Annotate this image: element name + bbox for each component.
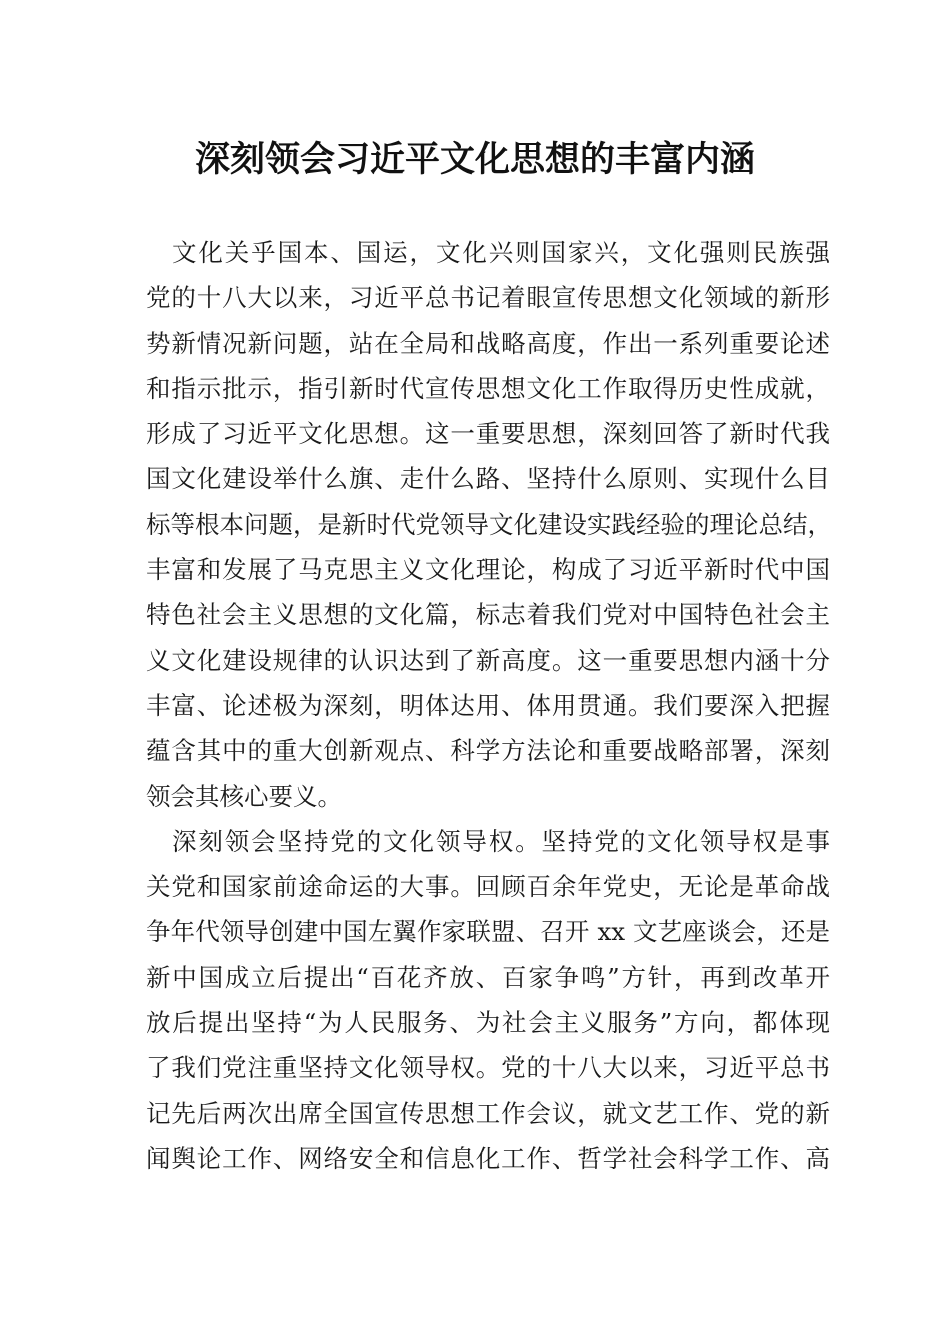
text-line: 闻舆论工作、网络安全和信息化工作、哲学社会科学工作、高: [146, 1143, 830, 1173]
document-body: [146, 230, 830, 1181]
text-line: 了我们党注重坚持文化领导权。党的十八大以来，习近平总书: [146, 1053, 830, 1083]
text-line: 记先后两次出席全国宣传思想工作会议，就文艺工作、党的新: [146, 1098, 830, 1128]
text-line: 文化关乎国本、国运，文化兴则国家兴，文化强则民族强: [172, 238, 830, 267]
text-line: 领会其核心要义。: [146, 781, 342, 811]
text-line: 特色社会主义思想的文化篇，标志着我们党对中国特色社会主: [146, 600, 830, 630]
text-line: 义文化建设规律的认识达到了新高度。这一重要思想内涵十分: [146, 645, 830, 675]
text-line: 丰富、论述极为深刻，明体达用、体用贯通。我们要深入把握: [146, 690, 830, 720]
text-line: 标等根本问题，是新时代党领导文化建设实践经验的理论总结，: [146, 509, 832, 539]
text-line: 形成了习近平文化思想。这一重要思想，深刻回答了新时代我: [146, 419, 830, 449]
text-line: 关党和国家前途命运的大事。回顾百余年党史，无论是革命战: [146, 872, 830, 902]
paragraph-1: [146, 230, 830, 819]
text-line: 势新情况新问题，站在全局和战略高度，作出一系列重要论述: [146, 328, 830, 358]
text-line: 放后提出坚持“为人民服务、为社会主义服务”方向，都体现: [146, 1008, 830, 1038]
text-line: 新中国成立后提出“百花齐放、百家争鸣”方针，再到改革开: [146, 962, 830, 992]
page-title: 深刻领会习近平文化思想的丰富内涵: [194, 139, 755, 180]
text-line: 争年代领导创建中国左翼作家联盟、召开 xx 文艺座谈会，还是: [146, 917, 830, 947]
paragraph-2: [146, 819, 830, 1181]
text-line: 丰富和发展了马克思主义文化理论，构成了习近平新时代中国: [146, 555, 830, 585]
text-line: 国文化建设举什么旗、走什么路、坚持什么原则、实现什么目: [146, 464, 830, 494]
text-line: 党的十八大以来，习近平总书记着眼宣传思想文化领域的新形: [146, 283, 830, 313]
text-line: 蕴含其中的重大创新观点、科学方法论和重要战略部署，深刻: [146, 736, 830, 766]
text-line: 深刻领会坚持党的文化领导权。坚持党的文化领导权是事: [172, 826, 830, 856]
text-line: 和指示批示，指引新时代宣传思想文化工作取得历史性成就，: [146, 373, 830, 403]
